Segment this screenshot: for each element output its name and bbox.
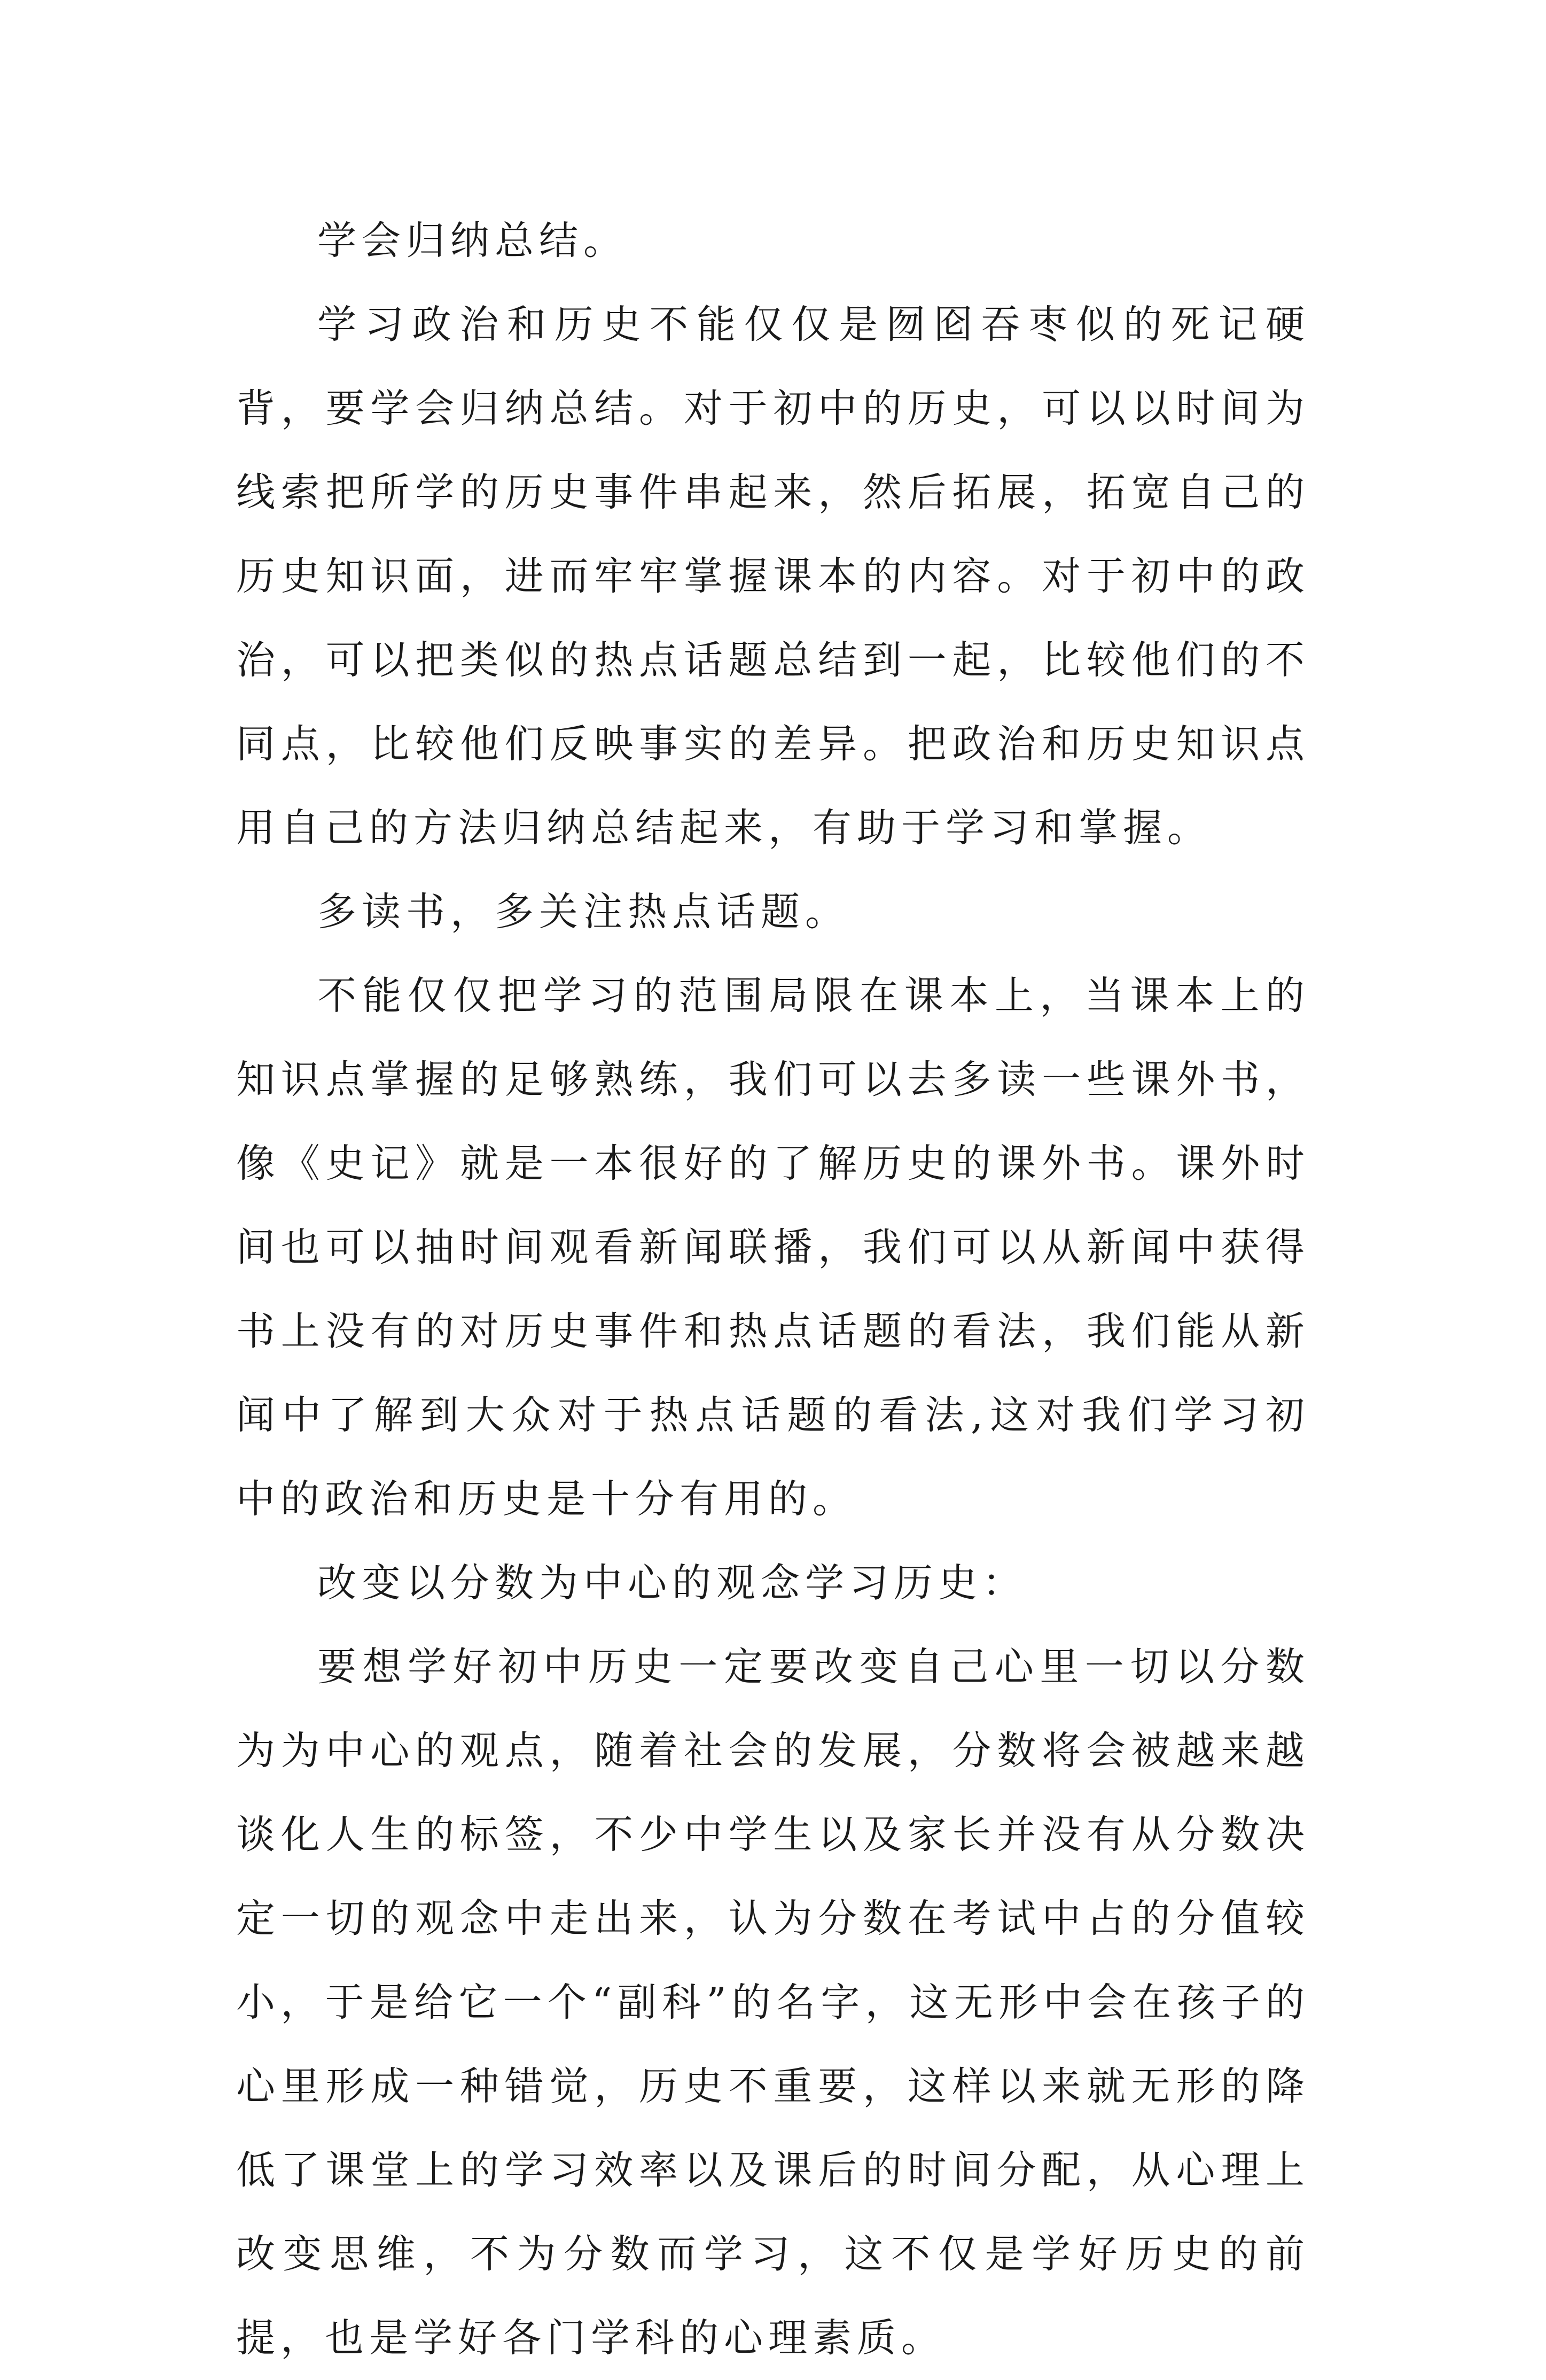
heading-change-mindset: 改变以分数为中心的观念学习历史： bbox=[317, 1560, 1027, 1606]
paragraph-read-more: 不能仅仅把学习的范围局限在课本上，当课本上的知识点掌握的足够熟练，我们可以去多读一些课外书，像《史记》就是一本很好的了解历史的课外书。课外时间也可以抽时间观看新闻联播，我们可以从新闻中获得书上没有的对历史事件和热点话题的看法，我们能从新闻中了解到大众对于热点话题的看法,这对我们学习初中的政治和历史是十分有用的。 bbox=[236, 973, 1310, 1522]
paragraph-summarize: 学习政治和历史不能仅仅是囫囵吞枣似的死记硬背，要学会归纳总结。对于初中的历史，可以以时间为线索把所学的历史事件串起来，然后拓展，拓宽自己的历史知识面，进而牢牢掌握课本的内容。对于初中的政治，可以把类似的热点话题总结到一起，比较他们的不同点，比较他们反映事实的差异。把政治和历史知识点用自己的方法归纳总结起来，有助于学习和掌握。 bbox=[236, 302, 1310, 851]
heading-read-more: 多读书，多关注热点话题。 bbox=[317, 889, 849, 935]
paragraph-change-mindset: 要想学好初中历史一定要改变自己心里一切以分数为为中心的观点，随着社会的发展，分数将会被越来越谈化人生的标签，不少中学生以及家长并没有从分数决定一切的观念中走出来，认为分数在考试中占的分值较小，于是给它一个“副科”的名字，这无形中会在孩子的心里形成一种错觉，历史不重要，这样以来就无形的降低了课堂上的学习效率以及课后的时间分配，从心理上改变思维，不为分数而学习，这不仅是学好历史的前提，也是学好各门学科的心理素质。 bbox=[236, 1644, 1310, 2361]
document-body bbox=[236, 199, 1310, 2380]
heading-summarize: 学会归纳总结。 bbox=[317, 218, 628, 263]
